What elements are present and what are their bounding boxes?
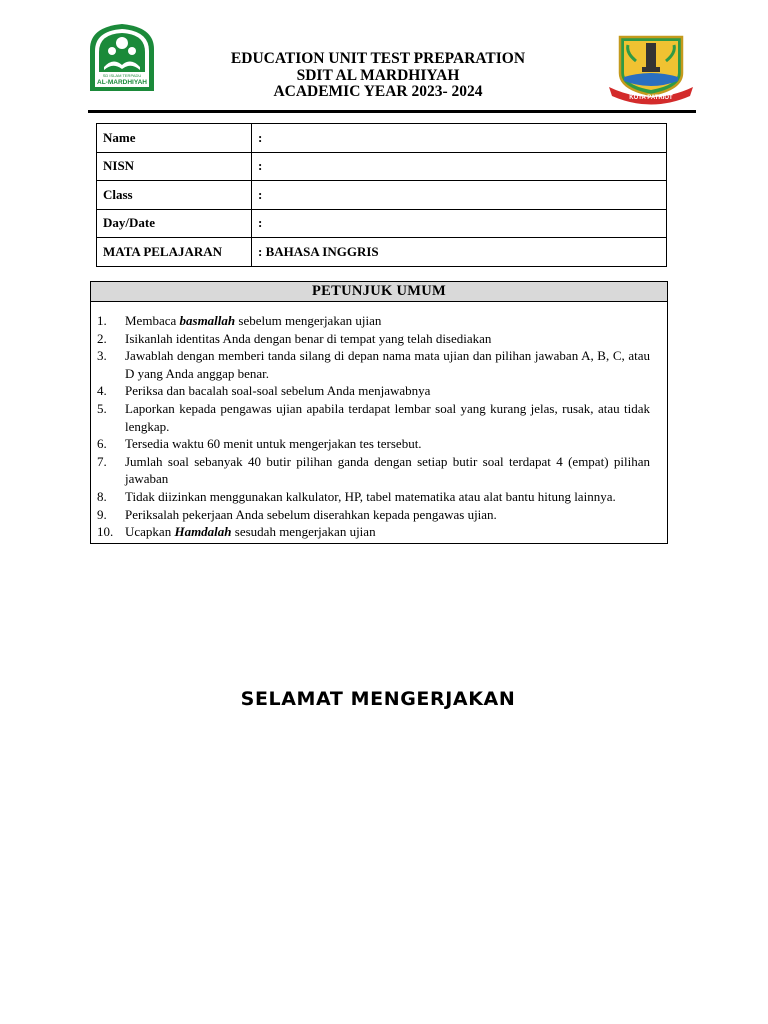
item-number: 4. [97, 383, 107, 399]
list-item [97, 453, 650, 488]
item-number: 6. [97, 436, 107, 452]
item-text: Membaca basmallah sebelum mengerjakan ujian [125, 313, 382, 328]
list-item [97, 506, 650, 524]
item-text: Periksa dan bacalah soal-soal sebelum Anda menjawabnya [125, 383, 431, 399]
identity-row-name [97, 124, 667, 153]
item-number: 3. [97, 348, 107, 364]
item-emphasis: basmallah [179, 313, 236, 328]
header-school: SDIT AL MARDHIYAH [296, 66, 460, 84]
instructions-title: PETUNJUK UMUM [91, 282, 667, 302]
identity-value-field[interactable]: : [252, 209, 667, 238]
item-text: Tersedia waktu 60 menit untuk mengerjakan tes tersebut. [125, 436, 422, 452]
identity-value-field[interactable]: : [252, 152, 667, 181]
logo-text-main: AL-MARDHIYAH [97, 79, 147, 86]
identity-label: NISN [97, 152, 252, 181]
identity-row-class [97, 181, 667, 210]
item-number: 1. [97, 313, 107, 328]
list-item [97, 435, 650, 453]
list-item [97, 330, 650, 348]
list-item [97, 400, 650, 435]
item-emphasis: Hamdalah [174, 524, 232, 540]
identity-value-field: : BAHASA INGGRIS [252, 238, 667, 267]
item-number: 9. [97, 506, 107, 522]
item-text: Tidak diizinkan menggunakan kalkulator, HP, tabel matematika atau alat bantu hitung lainnya. [125, 488, 616, 504]
list-item [97, 523, 650, 541]
header-year: ACADEMIC YEAR 2023- 2024 [273, 83, 483, 100]
city-crest-icon [606, 33, 696, 105]
item-text: Jawablah dengan memberi tanda silang di depan nama mata ujian dan pilihan jawaban A, B, C, atau D yang Anda anggap benar. [125, 348, 650, 381]
item-text: Periksalah pekerjaan Anda sebelum diserahkan kepada pengawas ujian. [125, 506, 497, 522]
list-item [97, 382, 650, 400]
general-instructions-box [90, 281, 668, 544]
identity-label: Day/Date [97, 209, 252, 238]
identity-label: Class [97, 181, 252, 210]
item-number: 2. [97, 330, 107, 346]
identity-row-nisn [97, 152, 667, 181]
list-item [97, 347, 650, 382]
identity-value-field[interactable]: : [252, 124, 667, 153]
header-title: EDUCATION UNIT TEST PREPARATION [230, 50, 526, 67]
school-emblem-icon [86, 21, 158, 93]
logo-text-top: SD ISLAM TERPADU [102, 73, 142, 78]
identity-label: Name [97, 124, 252, 153]
header-divider [88, 110, 696, 113]
identity-table [96, 123, 667, 267]
item-number: 7. [97, 453, 107, 469]
identity-label: MATA PELAJARAN [97, 238, 252, 267]
identity-value-field[interactable]: : [252, 181, 667, 210]
document-header [178, 51, 578, 101]
closing-message: SELAMAT MENGERJAKAN [240, 688, 516, 710]
crest-banner-text: KOTA PATRIOT [629, 95, 673, 101]
item-text: Jumlah soal sebanyak 40 butir pilihan ganda dengan setiap butir soal terdapat 4 (empat) pilihan jawaban [125, 453, 650, 487]
identity-row-subject [97, 238, 667, 267]
list-item [97, 488, 650, 506]
item-number: 10. [97, 524, 114, 540]
instructions-list [91, 302, 667, 543]
item-text: Laporkan kepada pengawas ujian apabila terdapat lembar soal yang kurang jelas, rusak, atau tidak lengkap. [125, 400, 650, 434]
identity-row-date [97, 209, 667, 238]
item-text: Isikanlah identitas Anda dengan benar di tempat yang telah disediakan [125, 330, 492, 346]
item-text: Ucapkan Hamdalah sesudah mengerjakan ujian [125, 524, 376, 540]
list-item [97, 312, 650, 330]
item-number: 8. [97, 488, 107, 504]
item-number: 5. [97, 400, 107, 416]
